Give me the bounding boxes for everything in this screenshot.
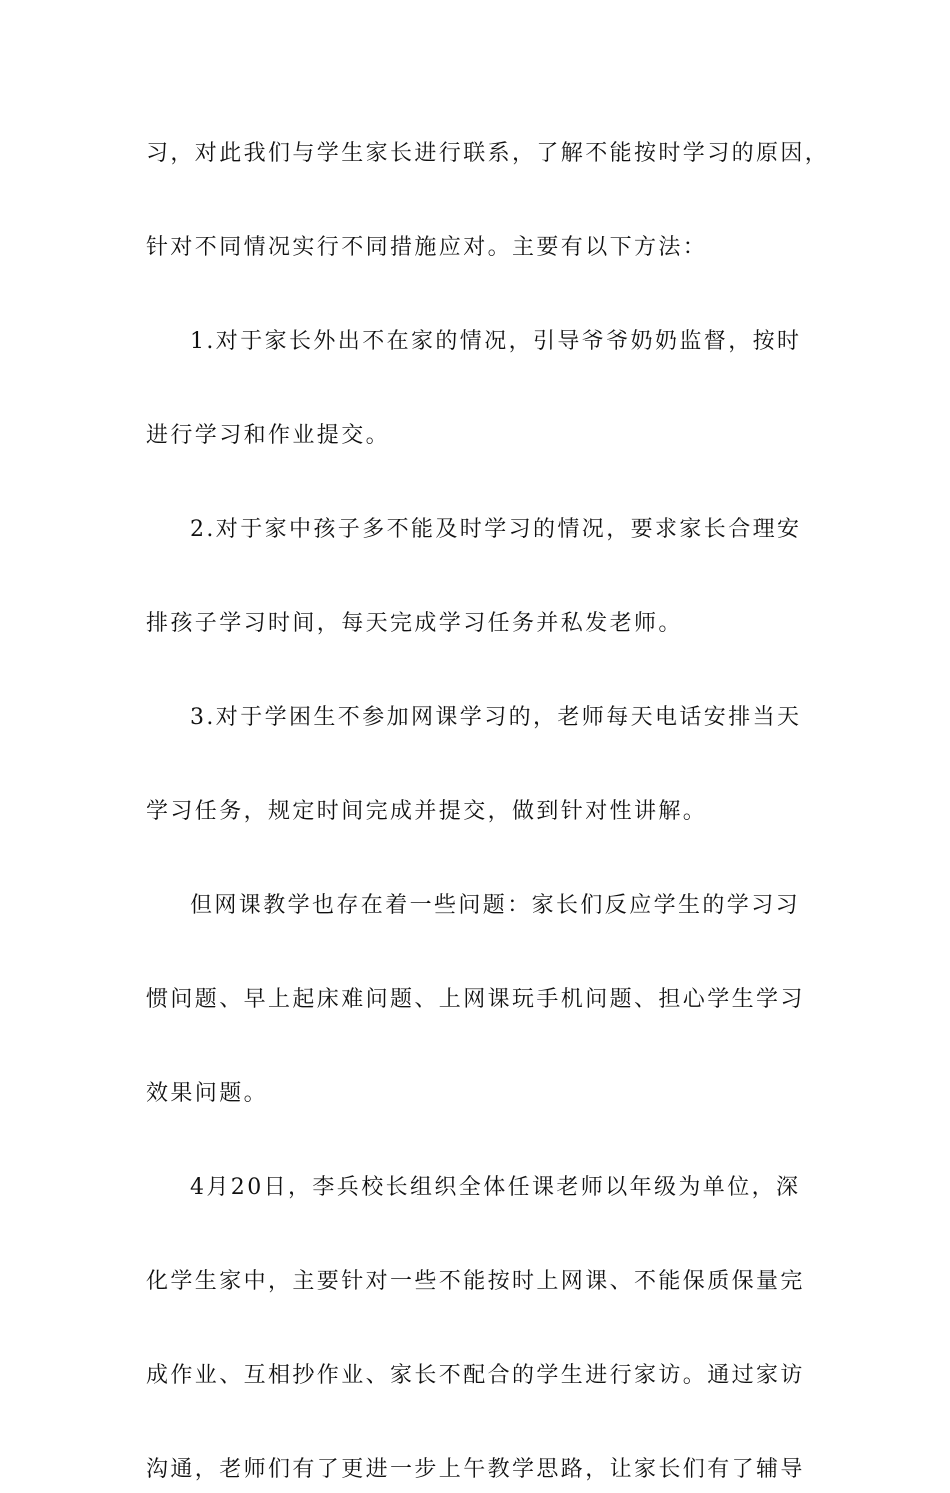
line-gap (146, 1305, 806, 1352)
line-gap (146, 1211, 806, 1258)
line-gap (146, 177, 806, 224)
text-line: 习，对此我们与学生家长进行联系，了解不能按时学习的原因， (146, 141, 830, 166)
text-line: 针对不同情况实行不同措施应对。主要有以下方法： (146, 235, 708, 260)
list-item-1-line: 1.对于家长外出不在家的情况，引导爷爷奶奶监督，按时 (190, 329, 802, 354)
text-line: 进行学习和作业提交。 (146, 423, 391, 448)
paragraph-start-line: 但网课教学也存在着一些问题：家长们反应学生的学习习 (190, 893, 801, 918)
line-gap (146, 1399, 806, 1446)
paragraph-start-line: 4月20日，李兵校长组织全体任课老师以年级为单位，深 (190, 1175, 801, 1200)
text-line: 惯问题、早上起床难问题、上网课玩手机问题、担心学生学习 (146, 987, 805, 1012)
line-gap (146, 365, 806, 412)
line-gap (146, 459, 806, 506)
text-line: 化学生家中，主要针对一些不能按时上网课、不能保质保量完 (146, 1269, 805, 1294)
text-line: 沟通，老师们有了更进一步上午教学思路，让家长们有了辅导 (146, 1457, 805, 1482)
line-gap (146, 1117, 806, 1164)
text-line: 学习任务，规定时间完成并提交，做到针对性讲解。 (146, 799, 708, 824)
line-gap (146, 741, 806, 788)
text-line: 成作业、互相抄作业、家长不配合的学生进行家访。通过家访 (146, 1363, 805, 1388)
line-gap (146, 647, 806, 694)
list-item-2-line: 2.对于家中孩子多不能及时学习的情况，要求家长合理安 (190, 517, 802, 542)
line-gap (146, 271, 806, 318)
line-gap (146, 553, 806, 600)
list-item-3-line: 3.对于学困生不参加网课学习的，老师每天电话安排当天 (190, 705, 802, 730)
line-gap (146, 929, 806, 976)
text-line: 排孩子学习时间，每天完成学习任务并私发老师。 (146, 611, 683, 636)
text-line: 效果问题。 (146, 1081, 269, 1106)
document-body (146, 130, 830, 1493)
line-gap (146, 1023, 806, 1070)
line-gap (146, 835, 806, 882)
